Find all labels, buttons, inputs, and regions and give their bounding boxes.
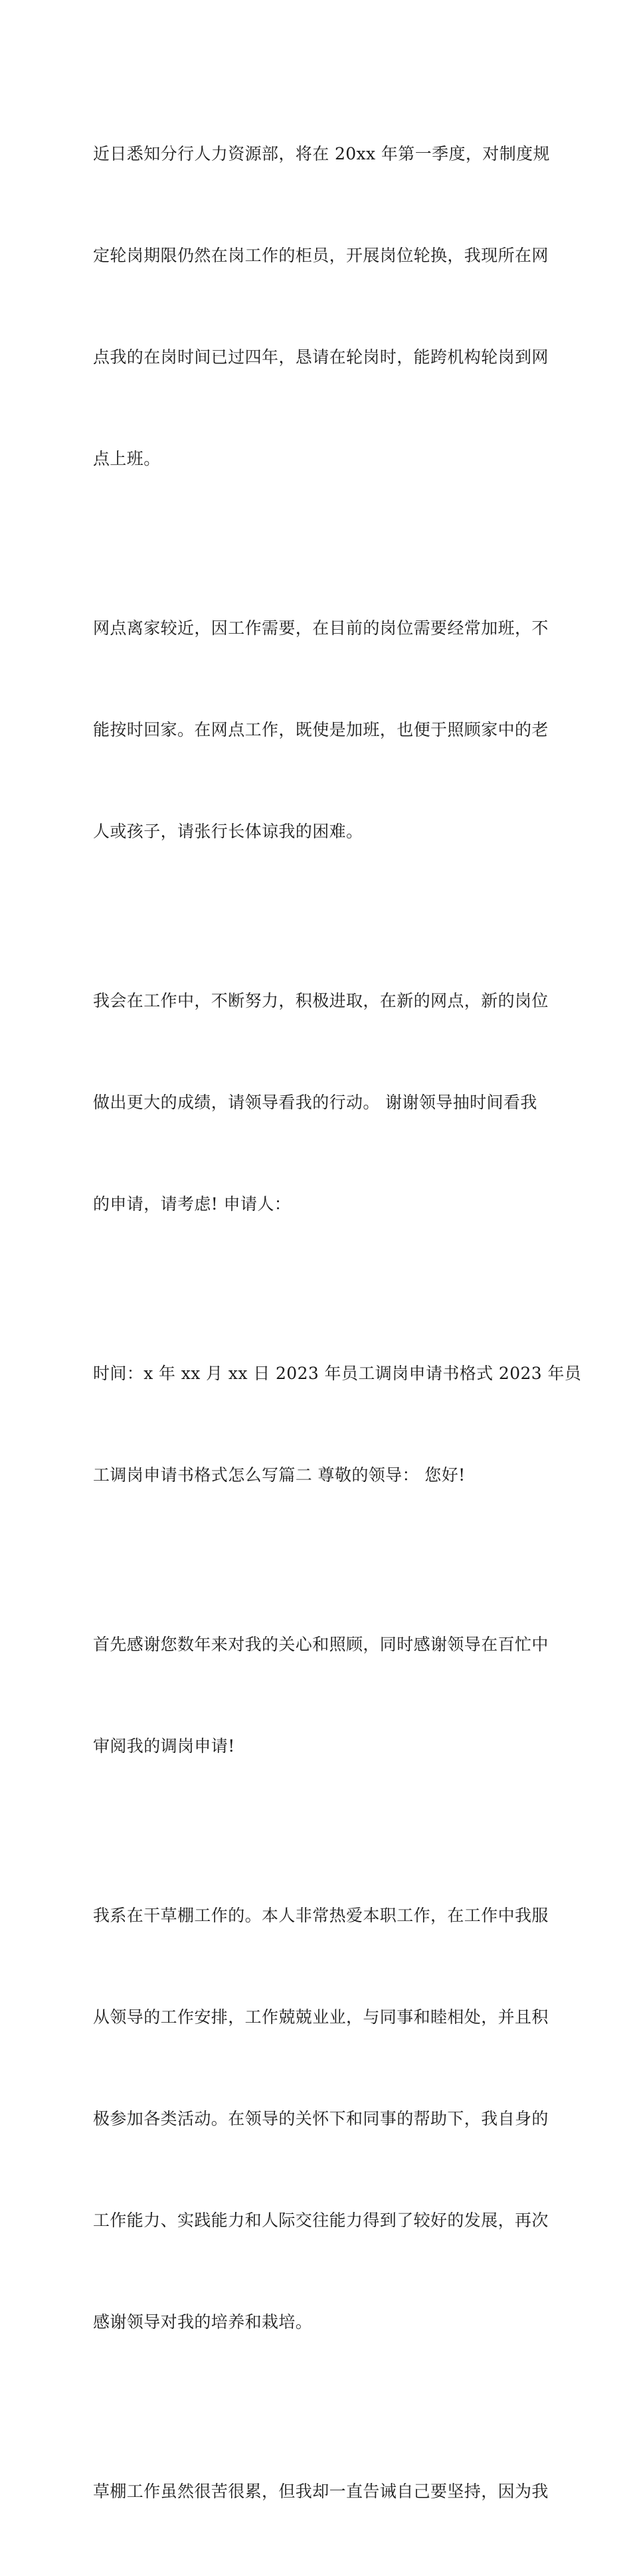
text-line: 感谢领导对我的培养和栽培。 [93,2312,313,2332]
paragraph-4 [93,1289,582,1560]
text-line: 工调岗申请书格式怎么写篇二 尊敬的领导： 您好! [93,1465,466,1485]
paragraph-2 [93,543,549,916]
paragraph-1 [93,69,550,543]
text-line: 做出更大的成绩，请领导看我的行动。 谢谢领导抽时间看我 [93,1093,537,1112]
text-line: 近日悉知分行人力资源部，将在 20xx 年第一季度，对制度规 [93,144,550,163]
paragraph-7 [93,2407,549,2576]
text-line: 从领导的工作安排，工作兢兢业业，与同事和睦相处，并且积 [93,2007,549,2027]
paragraph-3 [93,916,549,1289]
text-line: 定轮岗期限仍然在岗工作的柜员，开展岗位轮换，我现所在网 [93,246,549,265]
text-line: 我会在工作中，不断努力，积极进取，在新的网点，新的岗位 [93,991,549,1010]
document-body [93,69,582,2576]
text-line: 首先感谢您数年来对我的关心和照顾，同时感谢领导在百忙中 [93,1635,549,1654]
text-line: 点上班。 [93,449,161,468]
text-line: 点我的在岗时间已过四年，恳请在轮岗时，能跨机构轮岗到网 [93,347,549,367]
text-line: 工作能力、实践能力和人际交往能力得到了较好的发展，再次 [93,2211,549,2230]
text-line: 极参加各类活动。在领导的关怀下和同事的帮助下，我自身的 [93,2109,549,2128]
paragraph-5 [93,1560,549,1831]
text-line: 审阅我的调岗申请! [93,1736,235,1756]
paragraph-6 [93,1831,549,2407]
text-line: 网点离家较近，因工作需要，在目前的岗位需要经常加班，不 [93,618,549,638]
text-line: 人或孩子，请张行长体谅我的困难。 [93,822,363,841]
text-line: 能按时回家。在网点工作，既使是加班，也便于照顾家中的老 [93,720,549,739]
text-line: 时间：x 年 xx 月 xx 日 2023 年员工调岗申请书格式 2023 年员 [93,1364,582,1383]
text-line: 我系在干草棚工作的。本人非常热爱本职工作，在工作中我服 [93,1906,549,1925]
text-line: 的申请，请考虑! 申请人： [93,1194,292,1214]
text-line: 草棚工作虽然很苦很累，但我却一直告诫自己要坚持，因为我 [93,2482,549,2501]
